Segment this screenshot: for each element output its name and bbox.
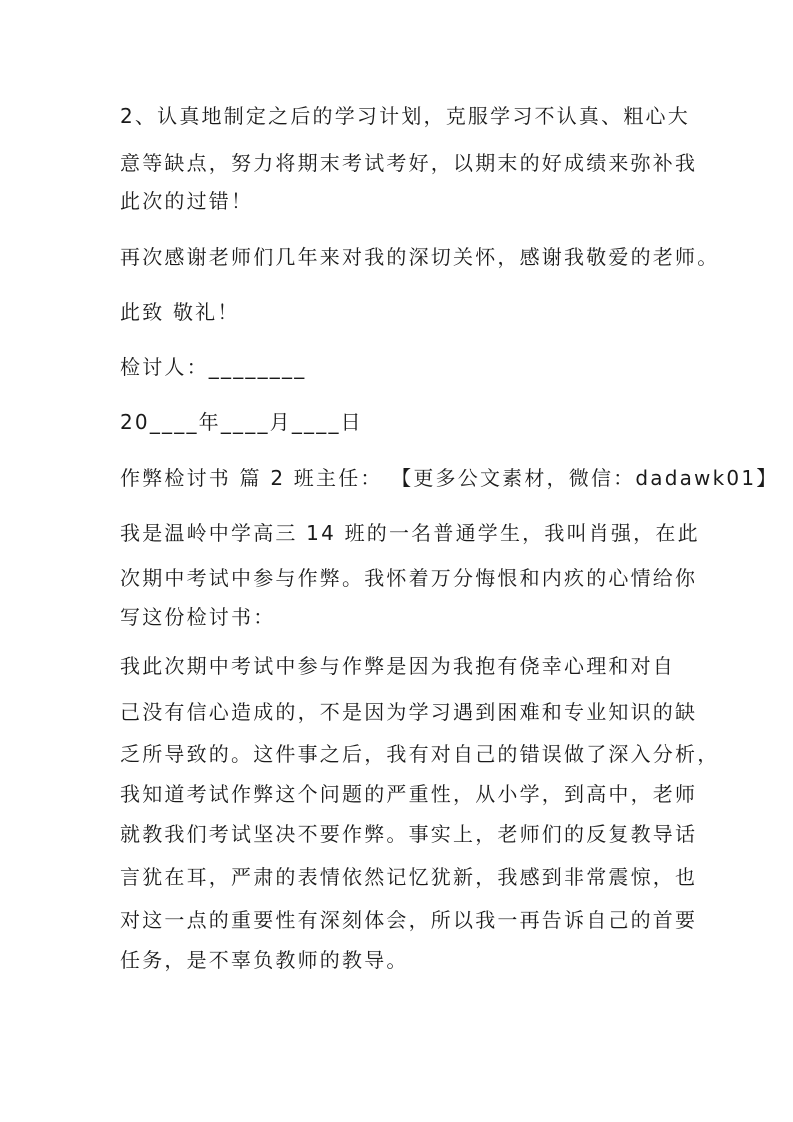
body-line: 我此次期中考试中参与作弊是因为我抱有侥幸心理和对自 bbox=[120, 654, 675, 678]
body-line: 乏所导致的。这件事之后，我有对自己的错误做了深入分析， bbox=[120, 742, 720, 766]
body-line: 对这一点的重要性有深刻体会，所以我一再告诉自己的首要 bbox=[120, 908, 698, 932]
paragraph-line: 意等缺点，努力将期末考试考好，以期末的好成绩来弥补我 bbox=[120, 151, 698, 175]
body-line: 任务，是不辜负教师的教导。 bbox=[120, 948, 409, 972]
date-line: 20____年____月____日 bbox=[120, 410, 363, 434]
section-heading: 作弊检讨书 篇 2 班主任： 【更多公文素材，微信：dadawk01】 bbox=[120, 466, 779, 490]
body-line: 就教我们考试坚决不要作弊。事实上，老师们的反复教导话 bbox=[120, 822, 698, 846]
intro-line: 写这份检讨书： bbox=[120, 605, 276, 629]
intro-line: 我是温岭中学高三 14 班的一名普通学生，我叫肖强，在此 bbox=[120, 521, 700, 545]
paragraph-line: 此次的过错！ bbox=[120, 189, 254, 213]
intro-line: 次期中考试中参与作弊。我怀着万分悔恨和内疚的心情给你 bbox=[120, 566, 698, 590]
signer-line: 检讨人：________ bbox=[120, 355, 307, 379]
paragraph-line: 2、认真地制定之后的学习计划，克服学习不认真、粗心大 bbox=[120, 104, 690, 128]
thanks-line: 再次感谢老师们几年来对我的深切关怀，感谢我敬爱的老师。 bbox=[120, 245, 720, 269]
body-line: 己没有信心造成的，不是因为学习遇到困难和专业知识的缺 bbox=[120, 700, 698, 724]
salutation: 此致 敬礼！ bbox=[120, 300, 240, 324]
body-line: 言犹在耳，严肃的表情依然记忆犹新，我感到非常震惊，也 bbox=[120, 865, 698, 889]
body-line: 我知道考试作弊这个问题的严重性，从小学，到高中，老师 bbox=[120, 782, 698, 806]
